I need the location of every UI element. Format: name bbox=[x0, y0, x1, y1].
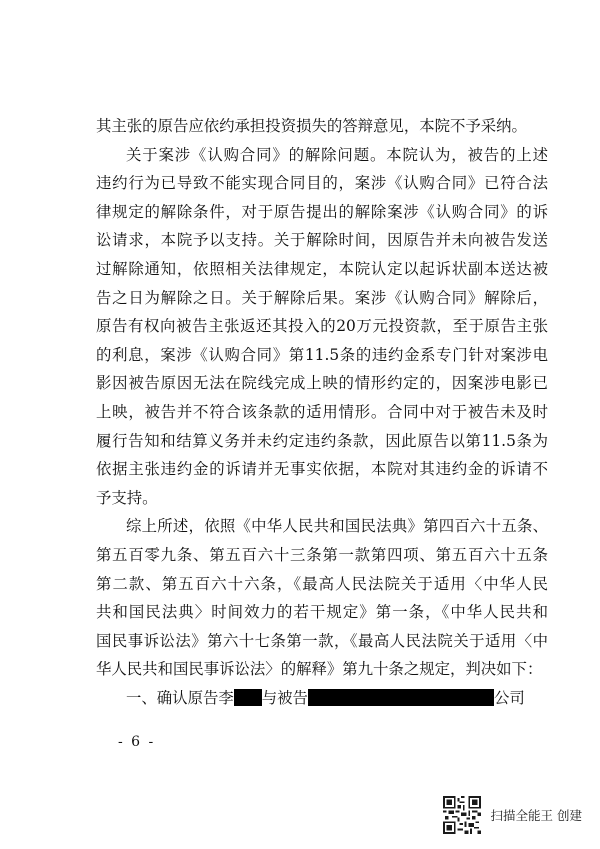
paragraph-line: 予支持。 bbox=[96, 488, 158, 507]
paragraph-line: 其主张的原告应依约承担投资损失的答辩意见，本院不予采纳。 bbox=[96, 117, 527, 135]
judgment-item-text: 公司 bbox=[493, 688, 525, 707]
paragraph-line: 共和国民法典〉时间效力的若干规定》第一条，《中华人民共和 bbox=[96, 603, 548, 622]
paragraph-line: 上映，被告并不符合该条款的适用情形。合同中对于被告未及时 bbox=[96, 402, 548, 421]
paragraph-line: 综上所述，依照《中华人民共和国民法典》第四百六十五条、 bbox=[126, 517, 548, 536]
paragraph-line: 国民事诉讼法》第六十七条第一款，《最高人民法院关于适用〈中 bbox=[96, 631, 548, 650]
judgment-item-line bbox=[96, 684, 548, 713]
paragraph-line: 告之日为解除之日。关于解除后果。案涉《认购合同》解除后， bbox=[96, 288, 548, 307]
redaction-block bbox=[308, 689, 494, 706]
paragraph-line: 华人民共和国民事诉讼法〉的解释》第九十条之规定，判决如下： bbox=[96, 660, 543, 679]
paragraph-line: 讼请求，本院予以支持。关于解除时间，因原告并未向被告发送 bbox=[96, 231, 548, 250]
scanner-app-label: 扫描全能王 创建 bbox=[490, 808, 582, 823]
judgment-item-text: 一、确认原告李 bbox=[126, 688, 234, 707]
paragraph-line: 的利息，案涉《认购合同》第11.5条的违约金系专门针对案涉电 bbox=[96, 345, 548, 364]
paragraph-line: 影因被告原因无法在院线完成上映的情形约定的，因案涉电影已 bbox=[96, 374, 548, 393]
document-body bbox=[96, 112, 548, 712]
paragraph-line: 履行告知和结算义务并未约定违约条款，因此原告以第11.5条为 bbox=[96, 431, 548, 450]
redaction-block bbox=[234, 689, 262, 706]
qr-code-icon bbox=[443, 796, 481, 834]
paragraph-line: 第二款、第五百六十六条，《最高人民法院关于适用〈中华人民 bbox=[96, 574, 548, 593]
paragraph-line: 第五百零九条、第五百六十三条第一款第四项、第五百六十五条 bbox=[96, 545, 548, 564]
page-number: - 6 - bbox=[118, 734, 156, 750]
paragraph-line: 违约行为已导致不能实现合同目的，案涉《认购合同》已符合法 bbox=[96, 174, 548, 193]
paragraph-line: 原告有权向被告主张返还其投入的20万元投资款，至于原告主张 bbox=[96, 317, 548, 336]
scanner-watermark bbox=[443, 796, 582, 834]
paragraph-line: 过解除通知，依照相关法律规定，本院认定以起诉状副本送达被 bbox=[96, 259, 548, 278]
paragraph-line: 依据主张违约金的诉请并无事实依据，本院对其违约金的诉请不 bbox=[96, 460, 548, 479]
paragraph-line: 律规定的解除条件，对于原告提出的解除案涉《认购合同》的诉 bbox=[96, 202, 548, 221]
judgment-item-text: 与被告 bbox=[261, 688, 308, 707]
paragraph-line: 关于案涉《认购合同》的解除问题。本院认为，被告的上述 bbox=[126, 145, 548, 164]
